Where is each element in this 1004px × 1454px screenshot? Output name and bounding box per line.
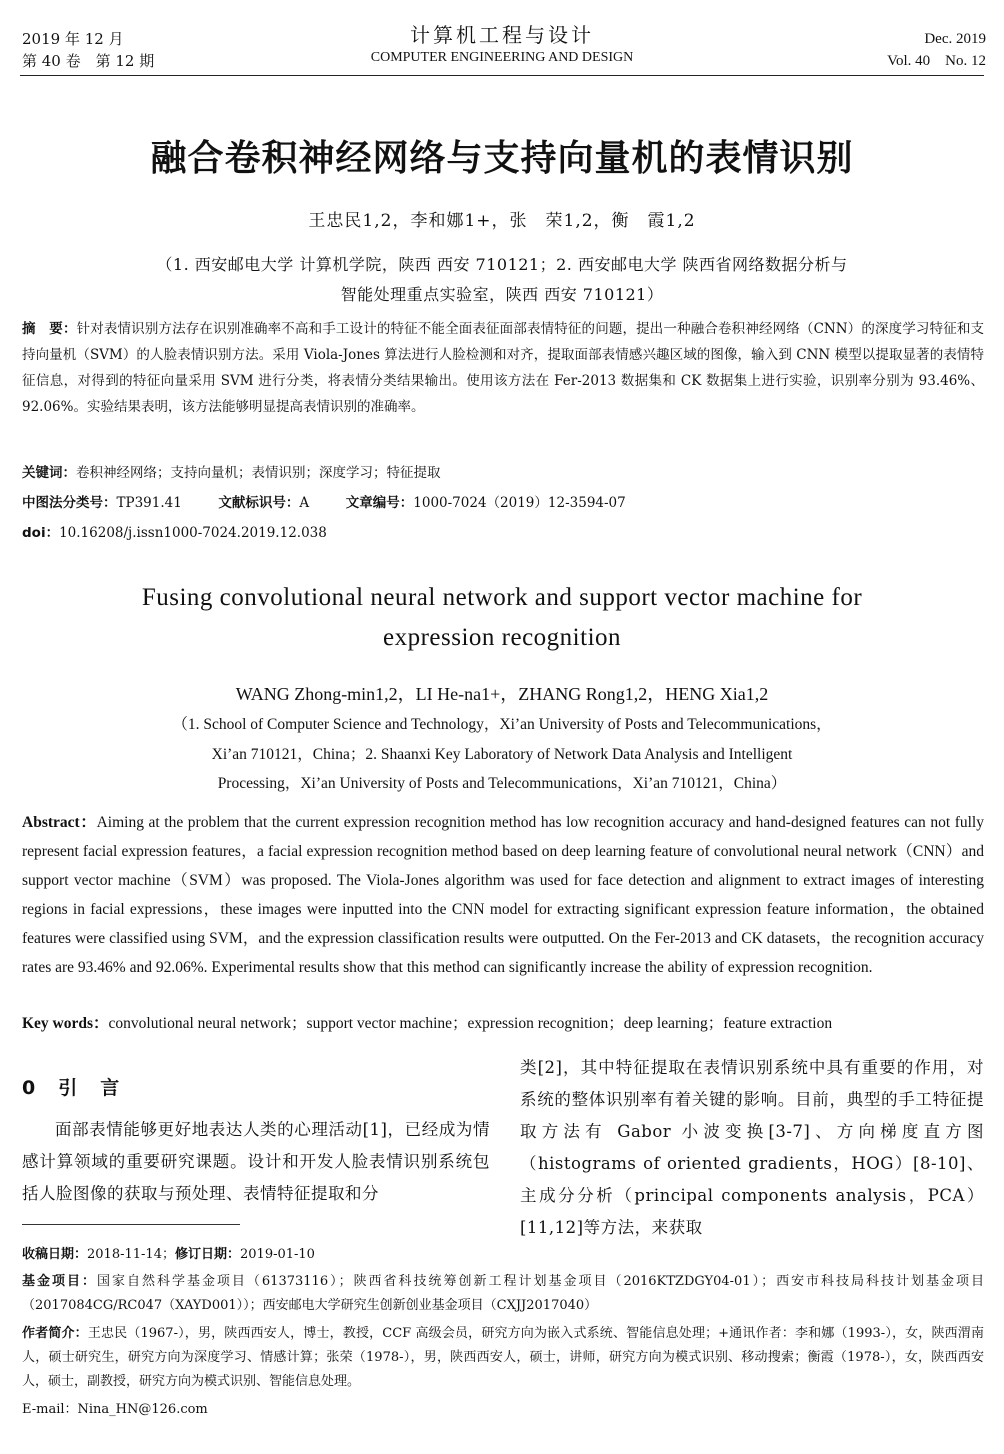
doi-value: 10.16208/j.issn1000-7024.2019.12.038 — [59, 525, 327, 541]
header-rule — [20, 75, 984, 76]
body-column-right: 类[2]，其中特征提取在表情识别系统中具有重要的作用，对系统的整体识别率有着关键的影响。目前，典型的手工特征提取方法有 Gabor 小波变换[3-7]、方向梯度直方图（histograms of oriented gradients，HOG）[8-10]、主成分分析（principal components analysis，PCA）[11,12]等方法，来获取 — [520, 1058, 984, 1237]
title-en-line: Fusing convolutional neural network and support vector machine for — [141, 584, 863, 611]
footnote-fund — [22, 1270, 984, 1318]
header-date-line: 2019 年 12 月 — [22, 30, 124, 48]
received-date: 2018-11-14； — [87, 1247, 175, 1262]
article-no-label: 文章编号： — [345, 495, 414, 511]
doi-line — [22, 520, 984, 546]
header-date-en: Dec. 2019 — [924, 31, 986, 47]
clc-value: TP391.41 — [116, 495, 182, 511]
authors-en: WANG Zhong-min1,2，LI He-na1+，ZHANG Rong1,2，HENG Xia1,2 — [235, 684, 769, 704]
footnote-rule — [22, 1224, 240, 1225]
abstract-cn-label: 摘 要： — [22, 321, 77, 337]
footnote-dates — [22, 1243, 984, 1267]
title-en-line: expression recognition — [382, 624, 622, 651]
affiliation-cn-line: （1. 西安邮电大学 计算机学院，陕西 西安 710121；2. 西安邮电大学 陕西省网络数据分析与 — [156, 255, 848, 274]
affiliation-en — [0, 710, 1004, 799]
keywords-en — [22, 1011, 984, 1033]
doi-label: doi： — [22, 525, 60, 541]
revised-label: 修订日期： — [174, 1247, 240, 1262]
abstract-en-text: Aiming at the problem that the current expression recognition method has low recognition accuracy and hand-designed features can not fully represent facial expression features，a facial expression recognition method based on deep learning feature of convolutional neural network（CNN）and support vector machine（SVM）was proposed. The Viola-Jones algorithm was used for face detection and alignment to extract images of interesting regions in facial expressions，these images were inputted into the CNN model for extracting significant expression feature information，the obtained features were classified using SVM，and the expression classification results were outputted. On the Fer-2013 and CK datasets，the recognition accuracy rates are 93.46% and 92.06%. Experimental results show that this method can significantly increase the ability of expression recognition. — [22, 814, 984, 976]
bio-label: 作者简介： — [22, 1326, 88, 1341]
affiliation-en-line: Processing，Xi’an University of Posts and Telecommunications，Xi’an 710121，China） — [217, 775, 787, 792]
fund-label: 基金项目： — [22, 1274, 97, 1289]
running-header-volume — [887, 28, 986, 72]
affiliation-cn-line: 智能处理重点实验室，陕西 西安 710121） — [340, 285, 664, 304]
affiliation-en-line: Xi’an 710121，China；2. Shaanxi Key Laboratory of Network Data Analysis and Intelligent — [211, 745, 793, 763]
authors-cn: 王忠民1,2，李和娜1+，张 荣1,2，衡 霞1,2 — [308, 211, 696, 231]
section-heading-introduction: 0 引 言 — [22, 1077, 122, 1099]
affiliation-cn — [0, 250, 1004, 310]
paper-title-cn: 融合卷积神经网络与支持向量机的表情识别 — [150, 138, 854, 179]
article-no-value: 1000-7024（2019）12-3594-07 — [413, 495, 626, 511]
keywords-cn — [22, 460, 984, 486]
header-volume-line: 第 40 卷 第 12 期 — [22, 52, 155, 70]
doc-code-label: 文献标识号： — [218, 495, 300, 511]
bio-text: 王忠民（1967-），男，陕西西安人，博士，教授，CCF 高级会员，研究方向为嵌入式系统、智能信息处理；+通讯作者：李和娜（1993-），女，陕西渭南人，硕士研究生，研究方向为深度学习、情感计算；张荣（1978-），男，陕西西安人，硕士，讲师，研究方向为模式识别、移动搜索；衡霞（1978-），女，陕西西安人，硕士，副教授，研究方向为模式识别、智能信息处理。 — [22, 1326, 984, 1389]
affiliation-en-line: （1. School of Computer Science and Technology，Xi’an University of Posts and Telecommunications， — [172, 716, 832, 733]
abstract-en — [22, 808, 984, 982]
journal-name-en: COMPUTER ENGINEERING AND DESIGN — [370, 50, 634, 65]
keywords-en-label: Key words： — [22, 1015, 109, 1032]
abstract-cn-text: 针对表情识别方法存在识别准确率不高和手工设计的特征不能全面表征面部表情特征的问题，提出一种融合卷积神经网络（CNN）的深度学习特征和支持向量机（SVM）的人脸表情识别方法。采用 Viola-Jones 算法进行人脸检测和对齐，提取面部表情感兴趣区域的图像，输入到 CNN 模型以提取显著的表情特征信息，对得到的特征向量采用 SVM 进行分类，将表情分类结果输出。使用该方法在 Fer-2013 数据集和 CK 数据集上进行实验，识别率分别为 93.46%、92.06%。实验结果表明，该方法能够明显提高表情识别的准确率。 — [22, 321, 985, 415]
keywords-cn-label: 关键词： — [22, 465, 76, 481]
revised-date: 2019-01-10 — [240, 1247, 315, 1262]
clc-label: 中图法分类号： — [22, 495, 117, 511]
header-volume-en: Vol. 40 No. 12 — [887, 53, 986, 69]
body-column-left: 面部表情能够更好地表达人类的心理活动[1]，已经成为情感计算领域的重要研究课题。设计和开发人脸表情识别系统包括人脸图像的获取与预处理、表情特征提取和分 — [22, 1120, 490, 1203]
doc-code-value: A — [299, 495, 310, 511]
received-label: 收稿日期： — [22, 1247, 88, 1262]
running-header-journal — [0, 22, 1004, 68]
footnote-author-bio — [22, 1322, 984, 1394]
classification-line — [22, 490, 984, 516]
keywords-en-text: convolutional neural network；support vector machine；expression recognition；deep learning；feature extraction — [108, 1015, 833, 1032]
abstract-en-label: Abstract： — [22, 814, 97, 831]
keywords-cn-text: 卷积神经网络；支持向量机；表情识别；深度学习；特征提取 — [76, 465, 441, 481]
footnote-email: E-mail：Nina_HN@126.com — [22, 1402, 208, 1417]
journal-name-cn: 计算机工程与设计 — [410, 23, 594, 47]
abstract-cn — [22, 316, 984, 420]
fund-text: 国家自然科学基金项目（61373116）；陕西省科技统筹创新工程计划基金项目（2016KTZDGY04-01）；西安市科技局科技计划基金项目（2017084CG/RC047（XAYD001））；西安邮电大学研究生创新创业基金项目（CXJJ2017040） — [22, 1274, 984, 1313]
paper-title-en — [0, 578, 1004, 658]
